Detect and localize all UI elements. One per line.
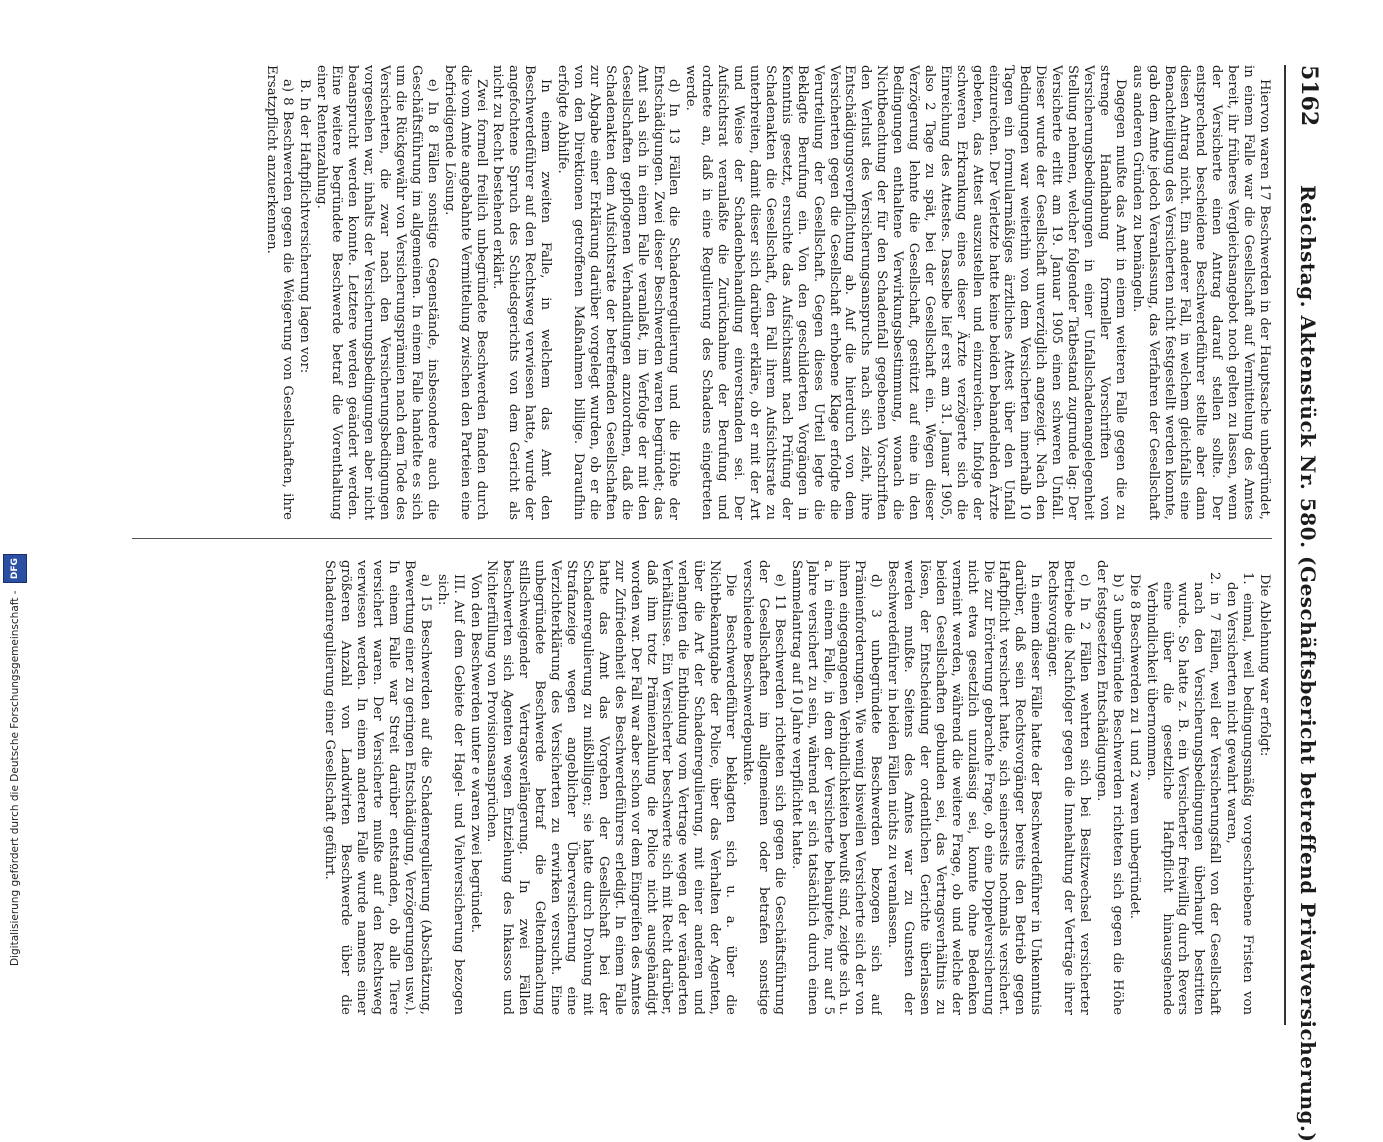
paragraph: c) In 2 Fällen wehrten sich bei Besitzwechsel versicherter Betriebe die Nachfolger gegen die Innehaltung der Verträge ihrer Rechtsvorgänger. [1045,560,1093,1015]
digitization-credit-text [3,0,29,988]
page-number: 5162 [1296,65,1322,127]
paragraph: Hiervon waren 17 Beschwerden in der Hauptsache unbegründet, in einem Falle war die Gesellschaft auf Vermittelung des Amtes bereit, ihr früheres Vergleichsangebot noch gelten zu lassen, wenn der Versicherte einen Antrag darauf stellen sollte. Der entsprechend bescheidene Beschwerdeführer stellte aber dann diesen Antrag nicht. Ein anderer Fall, in welchem gleichfalls eine Benachteiligung des Versicherten nicht festgestellt werden konnte, gab dem Amte jedoch Veranlassung, das Verfahren der Gesellschaft aus anderen Gründen zu bemängeln. [1129,65,1272,520]
column-divider [132,538,1272,539]
dfg-logo: DFG [3,554,27,583]
running-head [1288,65,1324,1142]
paragraph: Dagegen mußte das Amt in einem weiteren Falle gegen die zu strenge Handhabung formeller Vorschriften von Versicherungsbedingungen in einer Unfallschadenangelegenheit Stellung nehmen, welcher folgender Tatbestand zugrunde lag: Der Versicherte erlitt am 19. Januar 1905 einen schweren Unfall. Dieser wurde der Gesellschaft unverzüglich angezeigt. Nach den Bedingungen war weiterhin von dem Versicherten innerhalb 10 Tagen ein formularmäßiges ärztliches Attest über den Unfall einzureichen. Der Verletzte hatte keine beiden behandelnden Ärzte gebeten, das Attest auszustellen und einzureichen. Infolge der schweren Erkrankung eines dieser Ärzte verzögerte sich die Einreichung des Attestes. Dasselbe lief erst am 31. Januar 1905, also 2 Tage zu spät, bei der Gesellschaft ein. Wegen dieser Verzögerung lehnte die Gesellschaft, gestützt auf eine in den Bedingungen enthaltene Verwirkungsbestimmung, wonach die Nichtbeachtung der für den Schadenfall gegebenen Vorschriften den Verlust des Versicherungsanspruchs nach sich zieht, ihre Entschädigungsverpflichtung ab. Auf die hierdurch von dem Versicherten gegen die Gesellschaft erhobene Klage erfolgte die Verurteilung der Gesellschaft. Gegen dieses Urteil legte die Beklagte Berufung ein. Von den geschilderten Vorgängen in Kenntnis gesetzt, ersuchte das Aufsichtsamt nach Prüfung der Schadenakten die Gesellschaft, den Fall ihrem Aufsichtsrate zu unterbreiten, damit dieser sich darüber erkläre, ob er mit der Art und Weise der Schadenbehandlung einverstanden sei. Der Aufsichtsrat veranlaßte die Zurücknahme der Berufung und ordnete an, daß in eine Regulierung des Schadens eingetreten werde. [683,65,1128,520]
paragraph: In einem zweiten Falle, in welchem das Amt den Beschwerdeführer auf den Rechtsweg verwiesen hatte, wurde der angefochtene Spruch des Schiedsgerichts von dem Gericht als nicht zu Recht bestehend erklärt. [490,65,554,520]
paragraph: a) 8 Beschwerden gegen die Weigerung von Gesellschaften, ihre Ersatzpflicht anzuerkennen. [263,65,295,520]
paragraph: In einem dieser Fälle hatte der Beschwerdeführer in Unkenntnis darüber, daß sein Rechtsvorgänger bereits den Betrieb gegen Haftpflicht versichert hatte, sich seinerseits nochmals versichert. Die zur Erörterung gebrachte Frage, ob eine Doppelversicherung nicht etwa gesetzlich unzulässig sei, konnte ohne Bedenken verneint werden, während die weitere Frage, ob und welche der beiden Gesellschaften gebunden sei, das Vertragsverhältnis zu lösen, der Entscheidung der ordentlichen Gerichte überlassen werden mußte. Seitens des Amtes war zu Gunsten der Beschwerdeführer in beiden Fällen nichts zu veranlassen. [885,560,1044,1015]
section-heading: B. In der Haftpflichtversicherung lagen vor: [296,79,312,374]
credit-label: Digitalisierung gefördert durch die Deutsche Forschungsgemeinschaft - [9,590,21,966]
paragraph: b) 3 unbegründete Beschwerden richteten sich gegen die Höhe der festgesetzten Entschädigungen. [1093,560,1125,1015]
paragraph: Von den Beschwerden unter e waren zwei begründet. [467,574,483,934]
paragraph: e) In 8 Fällen sonstige Gegenstände, insbesondere auch die Geschäftsführung im allgemeinen. In einem Falle handelte es sich um die Rückgewähr von Versicherungsprämien nach dem Tode des Versicherten, die zwar nach den Versicherungsbedingungen vorgesehen war, inhalts der Versicherungsbedingungen aber nicht beansprucht werden konnte. Letztere werden geändert werden. Eine weitere begründete Beschwerde betraf die Vorenthaltung einer Rentenzahlung. [313,65,440,520]
paragraph: d) In 13 Fällen die Schadenregulierung und die Höhe der Entschädigungen. Zwei dieser Beschwerden waren begründet; das Amt sah sich in einem Falle veranlaßt, im Verfolge der mit den Gesellschaften gepflogenen Verhandlungen anzuordnen, daß die Schadenakten dem Aufsichtsrate der betreffenden Gesellschaften zur Abgabe einer Erklärung darüber vorgelegt wurden, ob er die von den Direktionen getroffenen Maßnahmen billige. Daraufhin erfolgte Abhilfe. [555,65,682,520]
right-column [132,560,1272,1015]
document-page [90,35,1330,1142]
paragraph: Zwei formell freilich unbegründete Beschwerden fanden durch die vom Amte angebahnte Vermittelung zwischen den Parteien eine befriedigende Lösung. [441,65,489,520]
running-head-title: Reichstag. Aktenstück Nr. 580. (Geschäftsbericht betreffend Privatversicherung.) [1296,185,1320,1142]
paragraph: a) 15 Beschwerden auf die Schadenregulierung (Abschätzung, Bewertung einer zu geringen Entschädigung, Verzögerungen usw.). In einem Falle war Streit darüber entstanden, ob alle Tiere versichert waren. Der Versicherte mußte auf den Rechtsweg verwiesen werden. In einem anderen Falle wurde namens einer größeren Anzahl von Landwirten Beschwerde über die Schadenregulierung einer Gesellschaft geführt. [322,560,433,1015]
section-heading: III. Auf dem Gebiete der Hagel- und Viehversicherung bezogen sich: [434,574,466,1015]
header-rule [1284,65,1286,1025]
paragraph: Die 8 Beschwerden zu 1 und 2 waren unbegründet. [1126,574,1142,919]
paragraph: d) 3 unbegründete Beschwerden bezogen sich auf Prämienforderungen. Wie wenig bisweilen Versicherte sich der von ihnen eingegangenen Verbindlichkeiten bewußt sind, zeigte sich u. a. in einem Falle, in dem der Versicherte behauptete, nur auf 5 Jahre versichert zu sein, während er sich tatsächlich durch einen Sammelantrag auf 10 Jahre verpflichtet hatte. [788,560,884,1015]
left-column [132,65,1272,520]
paragraph: 2. in 7 Fällen, weil der Versicherungsfall von der Gesellschaft nach den Versicherungsbedingungen überhaupt bestritten wurde. So hatte z. B. ein Versicherter freiwillig durch Revers eine über die gesetzliche Haftpflicht hinausgehende Verbindlichkeit übernommen. [1143,572,1223,1015]
paragraph: Die Beschwerdeführer beklagten sich u. a. über die Nichtbekanntgabe der Police, über das Verhalten der Agenten, über die Art der Schadenregulierung, mit einer anderen und verlangten die Entbindung vom Vertrage wegen der veränderten Verhältnisse. Ein Versicherter beschwerte sich mit Recht darüber, daß ihm trotz Prämienzahlung die Police nicht ausgehändigt worden war. Der Fall war aber schon vor dem Eingreifen des Amtes zur Zufriedenheit des Beschwerdeführers erledigt. In einem Falle hatte das Amt das Vorgehen der Gesellschaft bei der Schadenregulierung zu mißbilligen; sie hatte durch Drohung mit Strafanzeige wegen angeblicher Überversicherung eine Verzichterklärung des Versicherten zu erwirken versucht. Eine unbegründete Beschwerde betraf die Geltendmachung stillschweigender Vertragsverlängerung. In zwei Fällen beschwerten sich Agenten wegen Entziehung des Inkassos und Nichterfüllung von Provisionsansprüchen. [484,560,739,1015]
paragraph: 1. einmal, weil bedingungsmäßig vorgeschriebene Fristen von den Versicherten nicht gewahrt waren, [1224,572,1256,1015]
paragraph: Die Ablehnung war erfolgt: [1257,574,1272,757]
digitization-credit [0,0,26,1000]
paragraph: e) 11 Beschwerden richteten sich gegen die Geschäftsführung der Gesellschaften im allgemeinen oder betrafen sonstige verschiedene Beschwerdepunkte. [740,560,787,1015]
